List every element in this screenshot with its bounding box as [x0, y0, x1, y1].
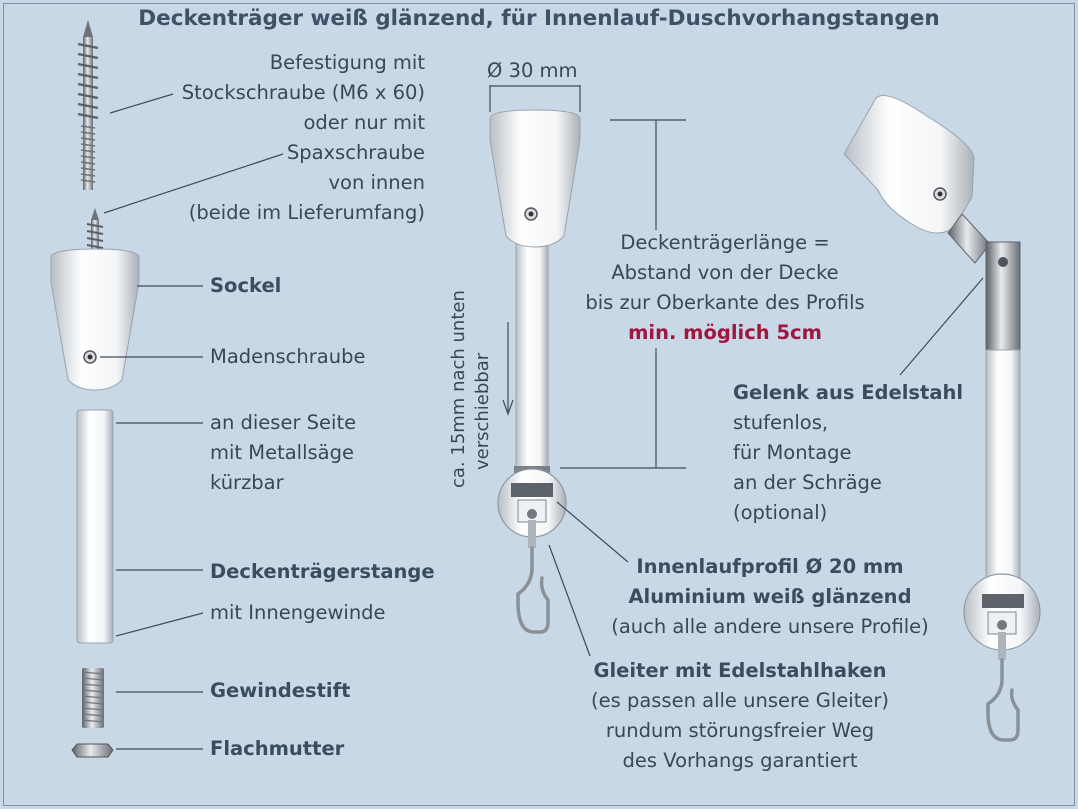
seite-line: kürzbar: [210, 471, 284, 494]
laenge-line: Deckenträgerlänge =: [620, 231, 830, 254]
label-profil: [590, 552, 950, 642]
gelenk-line: an der Schräge: [733, 471, 882, 494]
laenge-line: bis zur Oberkante des Profils: [585, 291, 865, 314]
label-sockel: Sockel: [210, 274, 282, 297]
gelenk-line: für Montage: [733, 441, 852, 464]
gleiter-line: rundum störungsfreier Weg: [605, 719, 875, 742]
gleiter-line: des Vorhangs garantiert: [622, 749, 858, 772]
seite-line: an dieser Seite: [210, 411, 357, 434]
flachmutter: [72, 744, 113, 757]
page-title: Deckenträger weiß glänzend, für Innenlauf-Duschvorhangstangen: [138, 6, 940, 31]
gelenk-line: stufenlos,: [733, 411, 829, 434]
label-flachmutter: Flachmutter: [210, 737, 345, 760]
gelenk-title: Gelenk aus Edelstahl: [733, 381, 964, 404]
verschiebbar-line: ca. 15mm nach unten: [448, 290, 469, 488]
stockschraube: [78, 20, 98, 190]
label-gleiter: [565, 656, 915, 776]
gelenk-line: (optional): [733, 501, 828, 524]
laenge-line: Abstand von der Decke: [611, 261, 839, 284]
spaxschraube: [87, 208, 103, 254]
deckentraegerstange: [77, 410, 113, 643]
label-innengewinde: mit Innengewinde: [210, 601, 386, 624]
label-min: min. möglich 5cm: [628, 321, 822, 344]
befestigung-line: oder nur mit: [303, 111, 425, 134]
sockel: [51, 249, 139, 390]
profil-title: Innenlaufprofil Ø 20 mm: [636, 555, 904, 578]
profil-title: Aluminium weiß glänzend: [628, 585, 912, 608]
label-stange: Deckenträgerstange: [210, 560, 435, 583]
label-verschiebbar: [447, 290, 495, 488]
label-gelenk: [733, 378, 963, 528]
befestigung-line: Befestigung mit: [269, 51, 425, 74]
seite-line: mit Metallsäge: [210, 441, 354, 464]
gleiter-line: (es passen alle unsere Gleiter): [590, 689, 889, 712]
befestigung-line: (beide im Lieferumfang): [188, 201, 425, 224]
label-gewindestift: Gewindestift: [210, 679, 351, 702]
label-madenschraube: Madenschraube: [210, 345, 366, 368]
profil-note: (auch alle andere unsere Profile): [611, 615, 929, 638]
befestigung-line: von innen: [328, 171, 425, 194]
gewindestift: [82, 668, 104, 728]
label-seite: [210, 408, 356, 498]
gleiter-title: Gleiter mit Edelstahlhaken: [593, 659, 887, 682]
label-laenge: [570, 228, 880, 348]
befestigung-line: Spaxschraube: [286, 141, 425, 164]
befestigung-line: Stockschraube (M6 x 60): [181, 81, 425, 104]
label-durchmesser: Ø 30 mm: [487, 59, 578, 82]
leader-lines-right: [900, 278, 983, 375]
verschiebbar-line: verschiebbar: [472, 352, 493, 470]
befestigung-text: [130, 48, 425, 228]
assembly-middle: [490, 110, 580, 632]
